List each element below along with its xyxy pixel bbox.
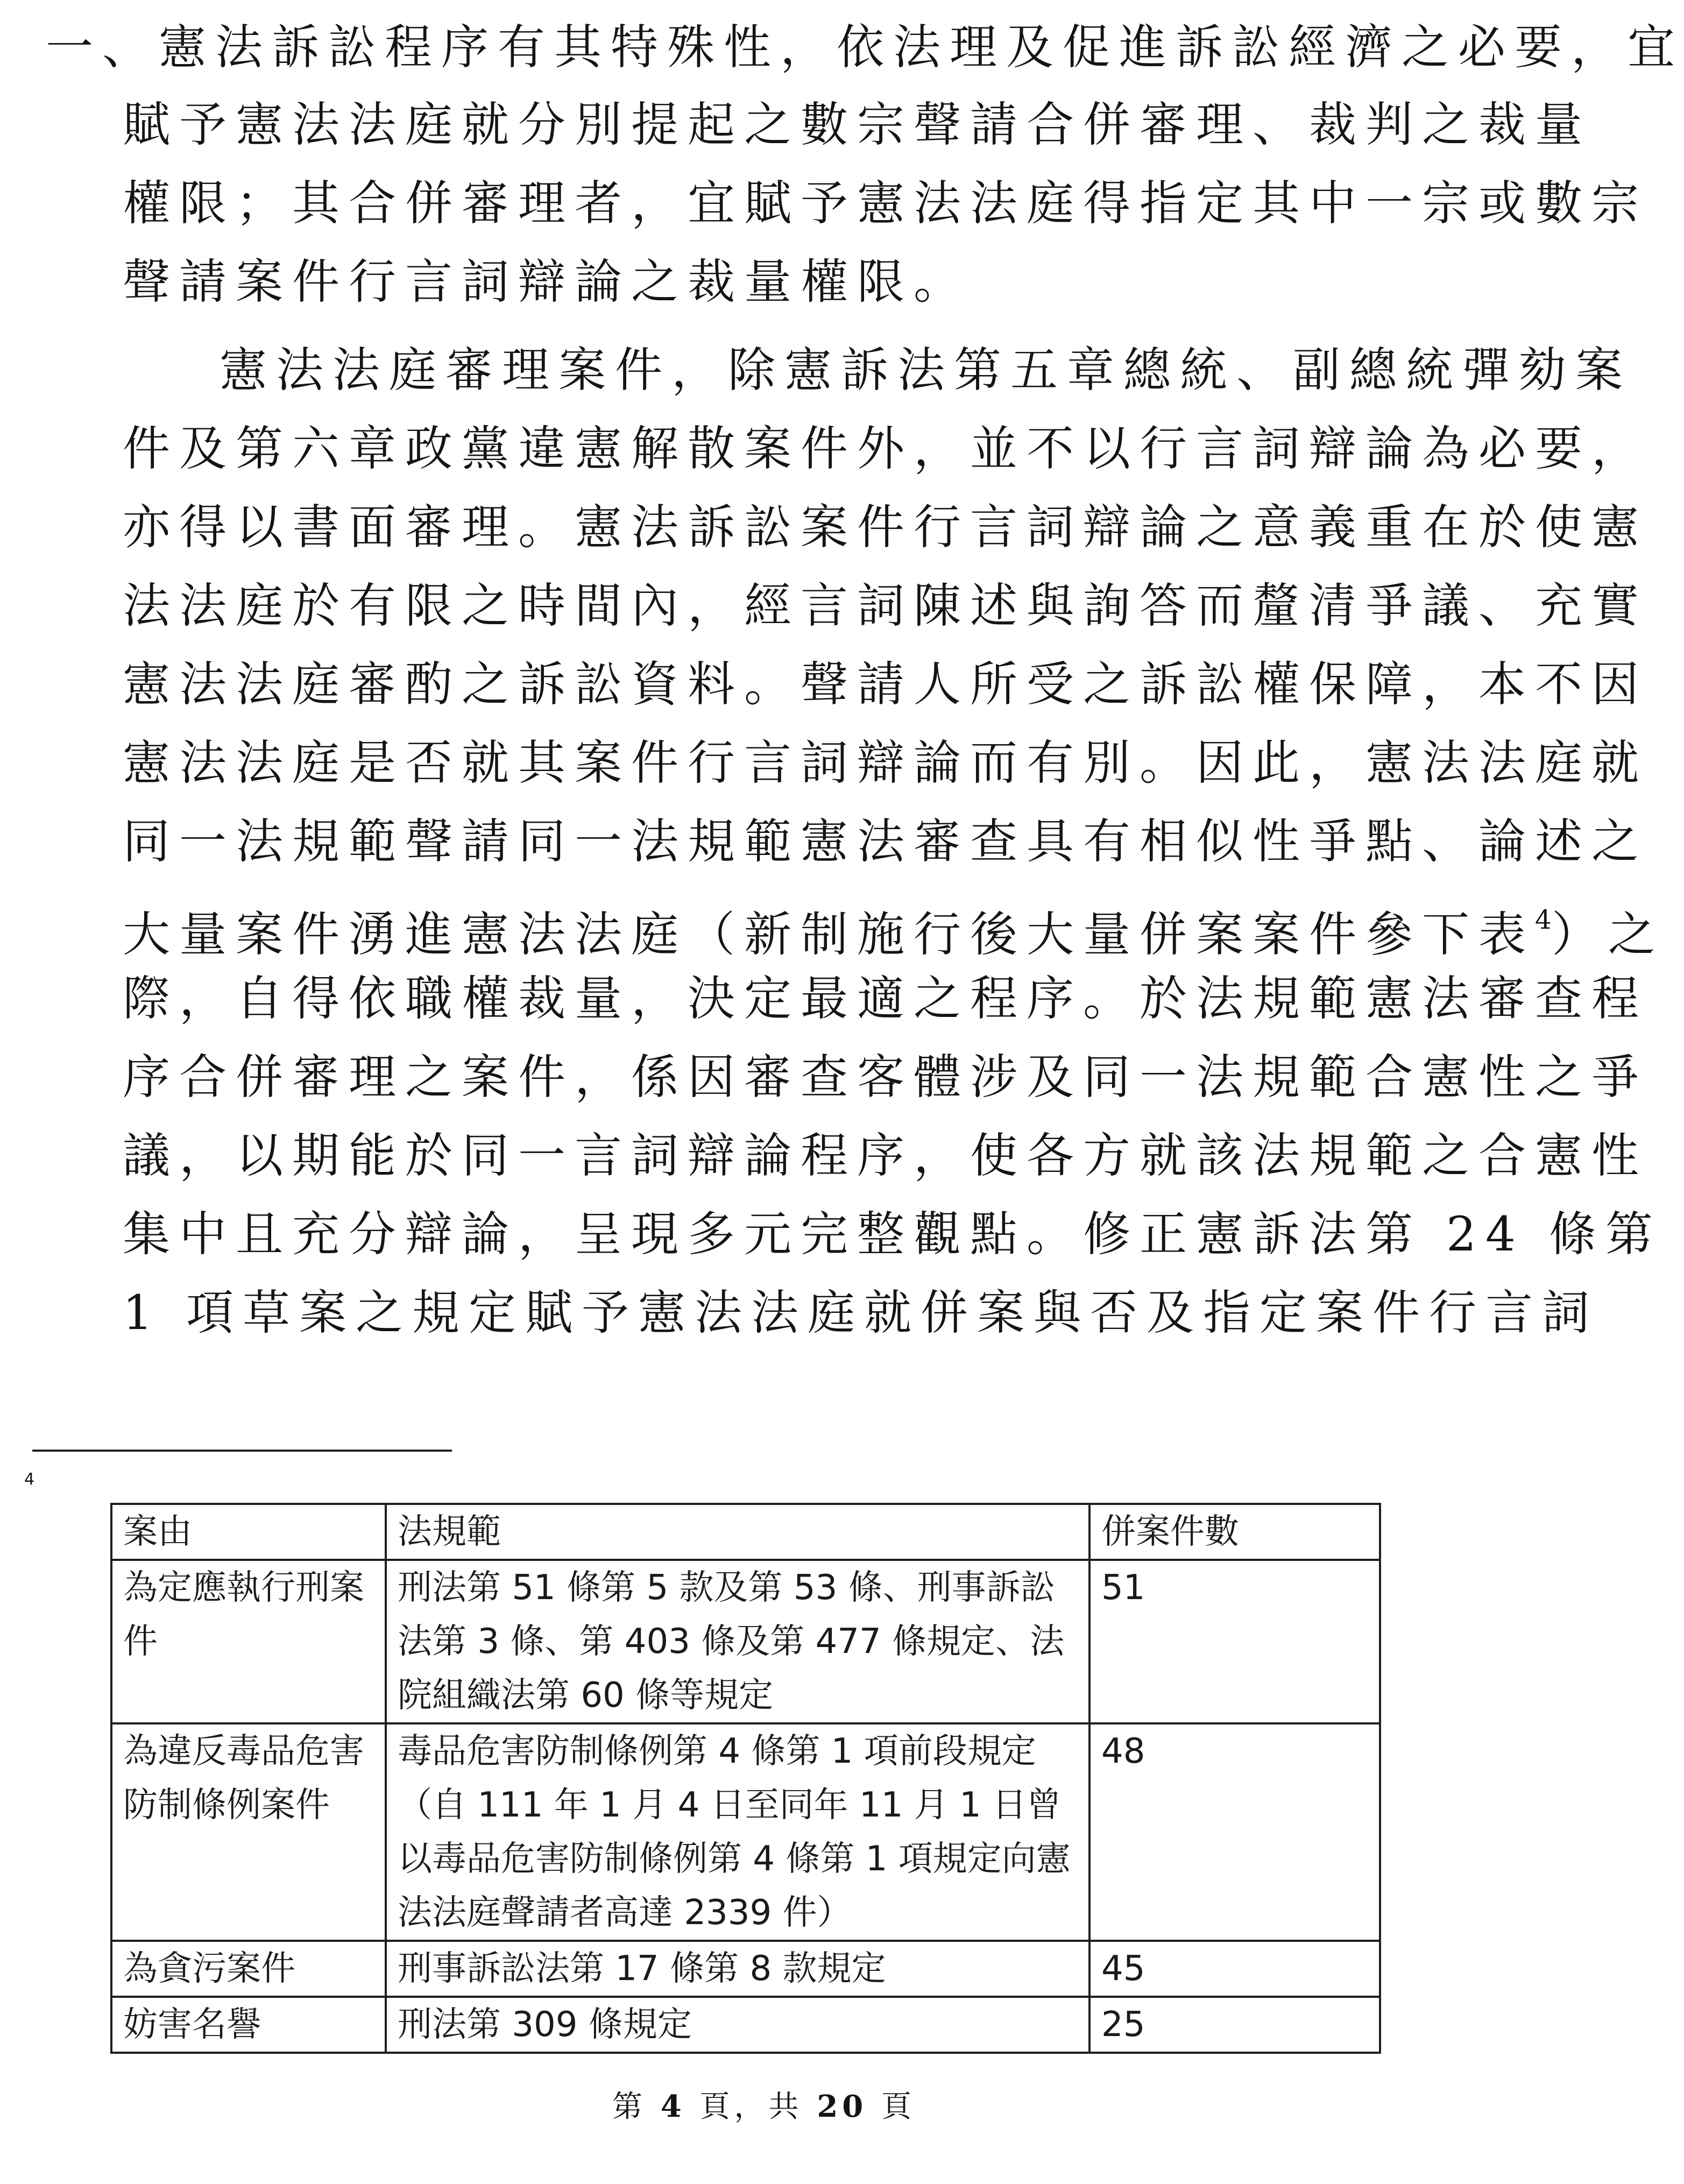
paragraph-line-8-tail: ）之 <box>1551 907 1665 963</box>
header-norm: 法規範 <box>386 1504 1089 1560</box>
cell-count: 45 <box>1089 1941 1380 1997</box>
cell-count: 25 <box>1089 1997 1380 2053</box>
table-row <box>111 1941 1380 1997</box>
footnote-number: 4 <box>24 1470 35 1489</box>
cell-cause: 妨害名譽 <box>111 1997 386 2053</box>
footnote-table <box>110 1503 1381 2054</box>
header-count: 併案件數 <box>1089 1504 1380 1560</box>
paragraph-line-9: 際，自得依職權裁量，決定最適之程序。於法規範憲法審查程 <box>123 971 1648 1026</box>
heading-line-1: 一、憲法訴訟程序有其特殊性，依法理及促進訴訟經濟之必要，宜 <box>46 19 1684 75</box>
paragraph-line-11: 議，以期能於同一言詞辯論程序，使各方就該法規範之合憲性 <box>123 1128 1648 1183</box>
cell-norm: 刑法第 51 條第 5 款及第 53 條、刑事訴訟法第 3 條、第 403 條及第 477 條規定、法院組織法第 60 條等規定 <box>386 1560 1089 1723</box>
page-total: 20 <box>817 2089 868 2124</box>
paragraph-line-12: 集中且充分辯論，呈現多元完整觀點。修正憲訴法第 24 條第 <box>123 1206 1662 1262</box>
cell-norm: 刑事訴訟法第 17 條第 8 款規定 <box>386 1941 1089 1997</box>
header-cause: 案由 <box>111 1504 386 1560</box>
paragraph-line-10: 序合併審理之案件，係因審查客體涉及同一法規範合憲性之爭 <box>123 1049 1648 1105</box>
heading-line-4: 聲請案件行言詞辯論之裁量權限。 <box>123 254 971 309</box>
table-header-row <box>111 1504 1380 1560</box>
cell-norm: 毒品危害防制條例第 4 條第 1 項前段規定（自 111 年 1 月 4 日至同年 11 月 1 日曾以毒品危害防制條例第 4 條第 1 項規定向憲法法庭聲請者高達 2339 件） <box>386 1723 1089 1941</box>
page-middle: 頁，共 <box>699 2089 803 2124</box>
paragraph-line-4: 法法庭於有限之時間內，經言詞陳述與詢答而釐清爭議、充實 <box>123 578 1648 633</box>
cell-cause: 為貪污案件 <box>111 1941 386 1997</box>
paragraph-line-7: 同一法規範聲請同一法規範憲法審查具有相似性爭點、論述之 <box>123 814 1648 869</box>
paragraph-line-1: 憲法法庭審理案件，除憲訴法第五章總統、副總統彈劾案 <box>220 342 1632 398</box>
heading-line-3: 權限；其合併審理者，宜賦予憲法法庭得指定其中一宗或數宗 <box>123 175 1648 231</box>
paragraph-line-5: 憲法法庭審酌之訴訟資料。聲請人所受之訴訟權保障，本不因 <box>123 656 1648 712</box>
table-row <box>111 1560 1380 1723</box>
table-row <box>111 1997 1380 2053</box>
cell-cause: 為定應執行刑案件 <box>111 1560 386 1723</box>
page-number <box>0 2088 1528 2126</box>
paragraph-line-13: 1 項草案之規定賦予憲法法庭就併案與否及指定案件行言詞 <box>123 1285 1598 1340</box>
page-suffix: 頁 <box>881 2089 916 2124</box>
cell-cause: 為違反毒品危害防制條例案件 <box>111 1723 386 1941</box>
footnote-reference[interactable]: 4 <box>1535 905 1552 935</box>
page-prefix: 第 <box>612 2089 647 2124</box>
paragraph-line-8 <box>123 888 1665 967</box>
page-current: 4 <box>660 2089 686 2124</box>
paragraph-line-2: 件及第六章政黨違憲解散案件外，並不以行言詞辯論為必要， <box>123 421 1648 476</box>
table-row <box>111 1723 1380 1941</box>
cell-norm: 刑法第 309 條規定 <box>386 1997 1089 2053</box>
paragraph-line-6: 憲法法庭是否就其案件行言詞辯論而有別。因此，憲法法庭就 <box>123 735 1648 790</box>
cell-count: 48 <box>1089 1723 1380 1941</box>
footnote-separator <box>32 1450 452 1452</box>
paragraph-line-8-text: 大量案件湧進憲法法庭（新制施行後大量併案案件參下表 <box>123 907 1536 963</box>
cell-count: 51 <box>1089 1560 1380 1723</box>
paragraph-line-3: 亦得以書面審理。憲法訴訟案件行言詞辯論之意義重在於使憲 <box>123 499 1648 555</box>
heading-line-2: 賦予憲法法庭就分別提起之數宗聲請合併審理、裁判之裁量 <box>123 97 1592 152</box>
